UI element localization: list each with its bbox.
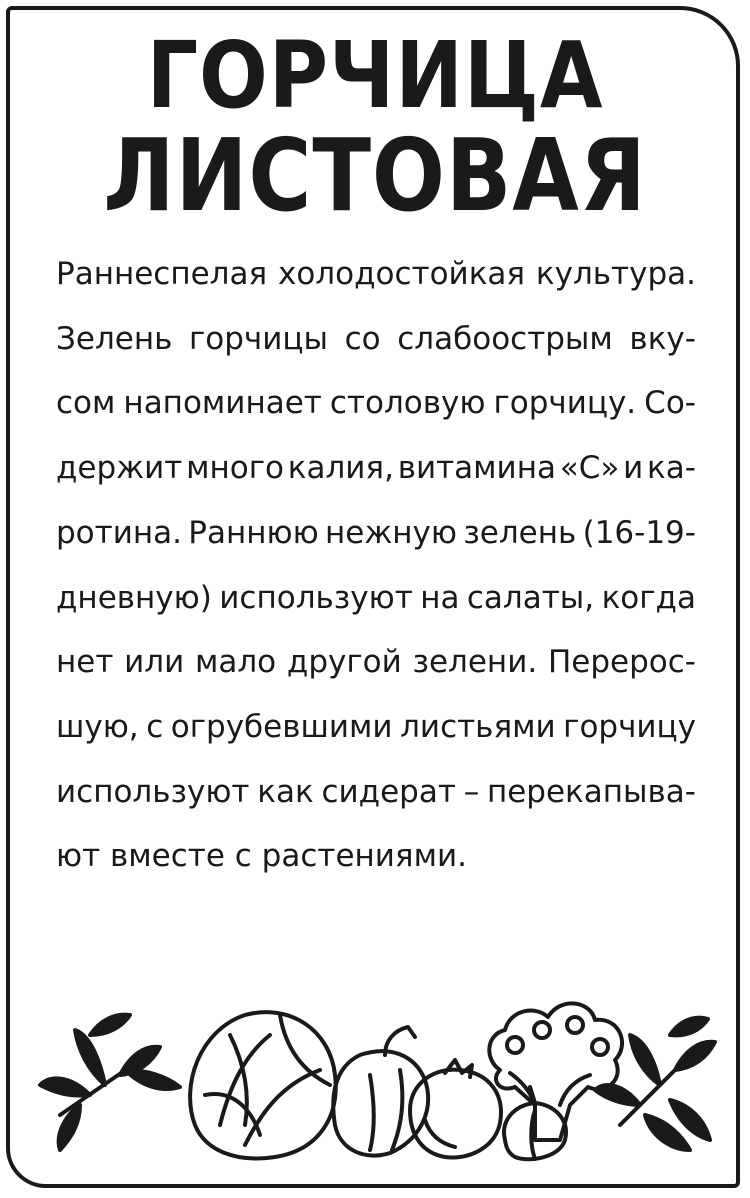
word: когда [601, 579, 696, 616]
word: шую, [56, 708, 139, 745]
word: Зелень [56, 320, 173, 357]
word: калия, [287, 450, 394, 487]
word: Перерос- [547, 644, 696, 681]
word: культура. [535, 256, 696, 292]
word: держит [56, 450, 183, 487]
parsley-icon [40, 1015, 180, 1150]
word: (16-19- [582, 514, 696, 551]
description-line [56, 371, 696, 436]
word: столовую [329, 385, 486, 422]
description-line: ют вместе с растениями. [56, 838, 467, 875]
parsley-icon [595, 1018, 715, 1150]
word: другой [286, 644, 402, 681]
title-line-2: ЛИСТОВАЯ [103, 117, 647, 234]
title-line-1: ГОРЧИЦА [146, 22, 604, 129]
word: как [257, 773, 314, 810]
word: ротина. [56, 514, 182, 551]
word: слабоострым [397, 320, 613, 357]
word: нежную [325, 514, 457, 551]
vegetables-illustration [30, 975, 720, 1175]
word: Со- [644, 385, 696, 422]
description-line [56, 501, 696, 566]
word: ка- [647, 450, 696, 487]
word: используют [219, 579, 413, 616]
description-line [56, 695, 696, 760]
description-line [56, 307, 696, 372]
word: нет [56, 644, 114, 681]
word: листьями [400, 708, 556, 745]
word: много [186, 450, 284, 487]
word: дневную) [56, 579, 212, 616]
description-line [56, 760, 696, 825]
word: вку- [629, 320, 696, 357]
word: мало [194, 644, 277, 681]
word: горчицу [563, 708, 696, 745]
word: горчицу. [493, 385, 637, 422]
word: «С» [559, 450, 620, 487]
word: и [623, 450, 644, 487]
description-line [56, 436, 696, 501]
cabbage-icon [190, 1012, 336, 1158]
word: холодостойкая [277, 256, 526, 292]
word: Раннеспелая [56, 256, 268, 292]
word: с [146, 708, 164, 745]
description-line [56, 630, 696, 695]
word: сом [56, 385, 116, 422]
word: зелень [463, 514, 577, 551]
word: напоминает [123, 385, 322, 422]
description-line [56, 242, 696, 307]
word: горчицы [189, 320, 328, 357]
word: сидерат [321, 773, 456, 810]
description-line [56, 566, 696, 631]
word: Раннюю [188, 514, 319, 551]
word: зелени. [412, 644, 538, 681]
word: на [420, 579, 460, 616]
word: используют [56, 773, 250, 810]
word: перекапыва- [486, 773, 696, 810]
word: – [463, 773, 480, 810]
word: огрубевшими [170, 708, 393, 745]
description-paragraph [56, 242, 696, 889]
word: или [124, 644, 185, 681]
word: салаты, [466, 579, 595, 616]
word: со [344, 320, 381, 357]
word: витамина [397, 450, 556, 487]
